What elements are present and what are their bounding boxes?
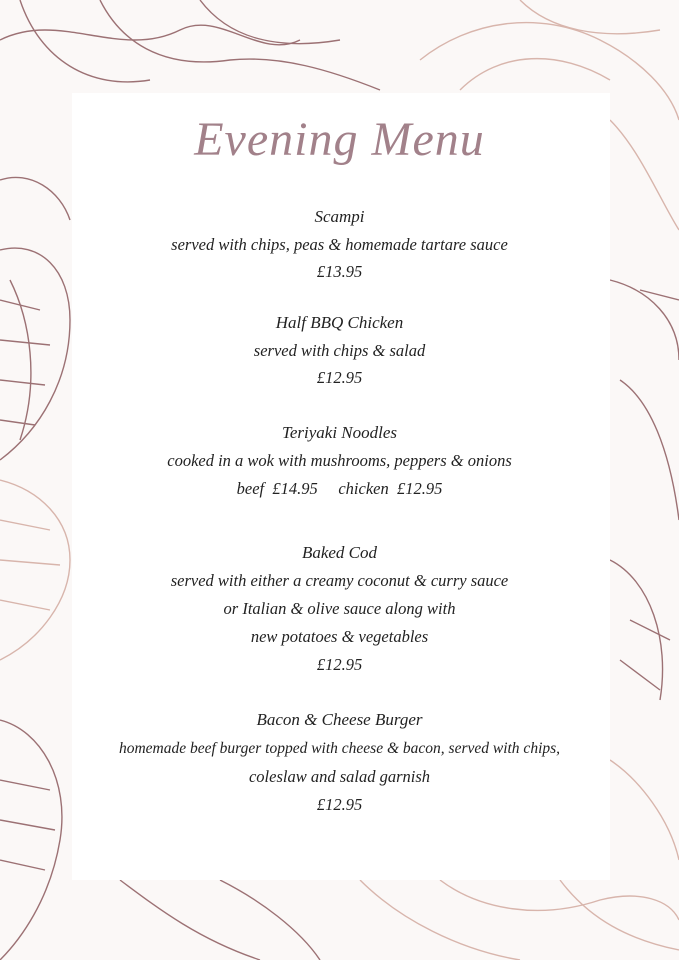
item-description: new potatoes & vegetables	[250, 627, 429, 646]
item-price: £12.95	[316, 795, 363, 814]
item-description: homemade beef burger topped with cheese & bacon, served with chips,	[118, 740, 561, 757]
item-price: £12.95	[316, 655, 363, 674]
item-name: Teriyaki Noodles	[281, 423, 398, 442]
item-price: beef £14.95 chicken £12.95	[236, 479, 443, 498]
item-name: Scampi	[314, 207, 365, 226]
item-price: £13.95	[316, 262, 363, 281]
item-description: cooked in a wok with mushrooms, peppers & onions	[167, 451, 512, 470]
item-description: served with chips & salad	[253, 341, 426, 360]
item-description: served with chips, peas & homemade tartare sauce	[171, 235, 508, 254]
item-name: Half BBQ Chicken	[275, 313, 404, 332]
menu-title: Evening Menu	[194, 113, 485, 166]
item-description: or Italian & olive sauce along with	[223, 599, 456, 618]
item-name: Bacon & Cheese Burger	[256, 710, 423, 729]
item-name: Baked Cod	[301, 543, 378, 562]
item-description: coleslaw and salad garnish	[248, 767, 431, 786]
item-description: served with either a creamy coconut & curry sauce	[170, 571, 509, 590]
item-price: £12.95	[316, 368, 363, 387]
